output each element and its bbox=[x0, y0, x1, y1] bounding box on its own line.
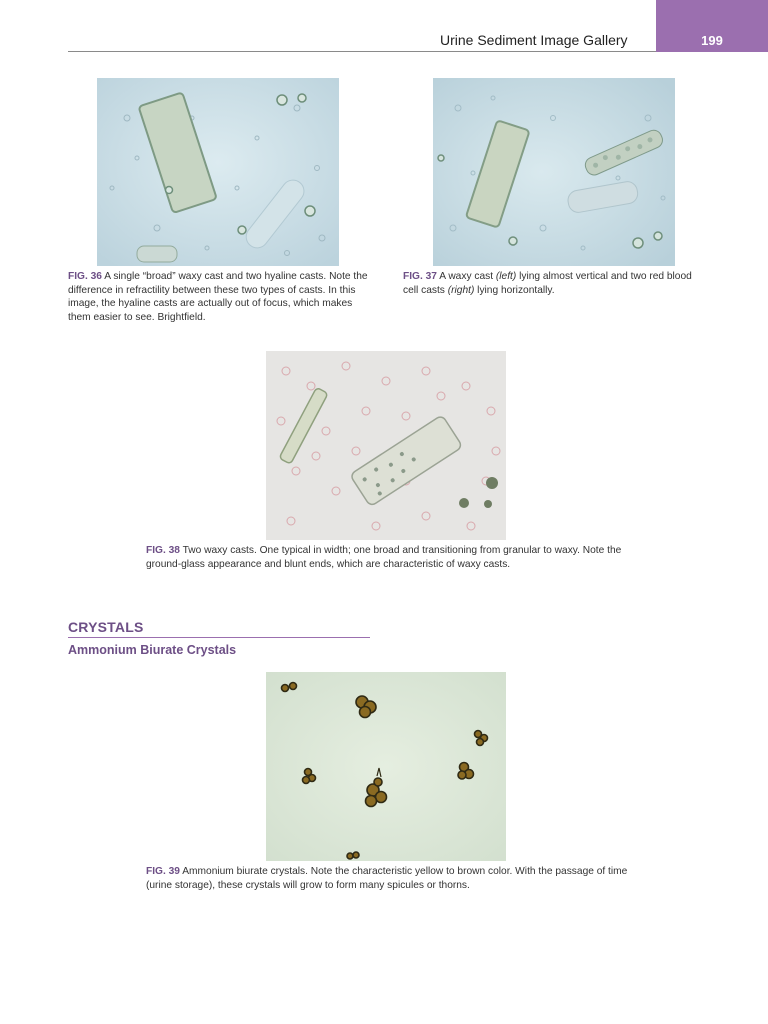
fig-37-caption-italic-2: (right) bbox=[447, 284, 475, 296]
fig-37-caption-italic-1: (left) bbox=[495, 271, 517, 282]
fig-37-micrograph bbox=[433, 78, 675, 266]
fig-39-caption bbox=[146, 865, 636, 892]
fig-38-label: FIG. 38 bbox=[146, 545, 180, 556]
fig-39-micrograph bbox=[266, 672, 506, 861]
page-number-tab bbox=[656, 0, 768, 52]
running-header-title: Urine Sediment Image Gallery bbox=[440, 32, 628, 48]
fig-36-caption bbox=[68, 270, 370, 324]
fig-37-caption-text-2: lying almost vertical and two red blood cell casts bbox=[403, 271, 692, 296]
section-title-crystals: CRYSTALS bbox=[68, 619, 144, 635]
fig-36-caption-text: A single “broad” waxy cast and two hyaline casts. Note the difference in refractility between these two types of casts. In this image, the hyaline casts are actually out of focus, which makes them easier to see. Brightfield. bbox=[68, 271, 368, 323]
section-rule bbox=[68, 637, 370, 638]
fig-37-caption-text-3: lying horizontally. bbox=[474, 284, 555, 296]
fig-38-micrograph bbox=[266, 351, 506, 540]
page-number: 199 bbox=[701, 33, 723, 48]
fig-39-label: FIG. 39 bbox=[146, 866, 180, 877]
fig-38-caption bbox=[146, 544, 636, 571]
header-rule bbox=[68, 51, 656, 52]
fig-38-caption-text: Two waxy casts. One typical in width; one broad and transitioning from granular to waxy. Note the ground-glass appearance and blunt ends, which are characteristic of waxy casts. bbox=[146, 545, 622, 570]
fig-37-caption bbox=[403, 270, 708, 297]
subsection-title-ammonium-biurate: Ammonium Biurate Crystals bbox=[68, 643, 237, 657]
fig-36-micrograph bbox=[97, 78, 339, 266]
fig-37-label: FIG. 37 bbox=[403, 271, 437, 282]
fig-37-caption-text-1: A waxy cast bbox=[439, 271, 496, 282]
fig-39-caption-text: Ammonium biurate crystals. Note the characteristic yellow to brown color. With the passage of time (urine storage), these crystals will grow to form many spicules or thorns. bbox=[146, 866, 628, 891]
fig-36-label: FIG. 36 bbox=[68, 271, 102, 282]
